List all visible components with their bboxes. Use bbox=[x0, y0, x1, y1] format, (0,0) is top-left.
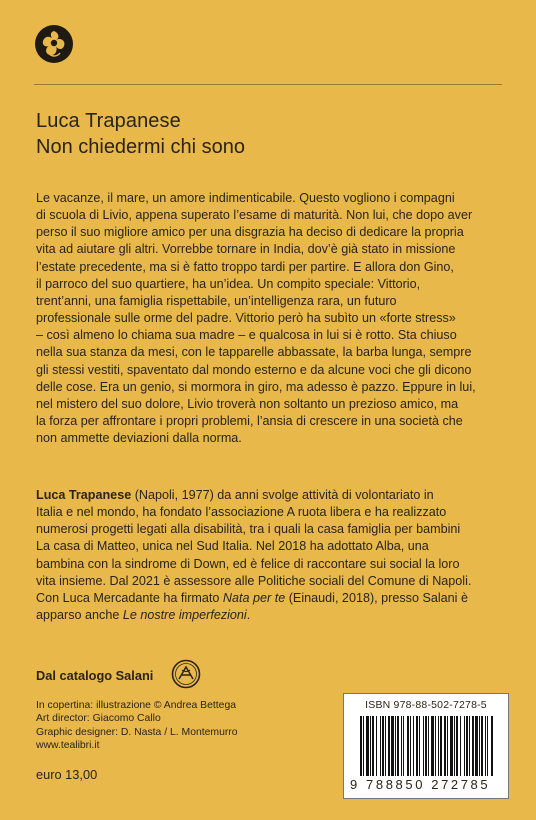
bio-line: vita insieme. Dal 2021 è assessore alle Politiche sociali del Comune di Napoli. bbox=[36, 573, 472, 588]
barcode-bar bbox=[363, 716, 364, 776]
credits bbox=[36, 699, 238, 752]
credit-line: Art director: Giacomo Callo bbox=[36, 713, 161, 725]
barcode-bar bbox=[413, 716, 414, 776]
barcode-bar bbox=[372, 716, 374, 776]
price: euro 13,00 bbox=[36, 767, 98, 782]
catalog-label: Dal catalogo Salani bbox=[36, 668, 154, 683]
barcode-bar bbox=[425, 716, 427, 776]
blurb-line: Le vacanze, il mare, un amore indimenticabile. Questo vogliono i compagni bbox=[36, 191, 455, 205]
barcode-bar bbox=[382, 716, 384, 776]
blurb-line: gli stessi vestiti, spaventato dal mondo esterno e da alcune voci che gli dicono bbox=[36, 362, 472, 377]
book-reference: Le nostre imperfezioni bbox=[122, 608, 247, 623]
blurb-line: trent’anni, una famiglia rispettabile, un’intelligenza rara, un futuro bbox=[36, 293, 397, 308]
blurb-line: la forza per affrontare i propri problemi, l’ansia di crescere in una società che bbox=[36, 414, 463, 429]
flower-logo-icon bbox=[34, 24, 74, 64]
bio-line: La casa di Matteo, unica nel Sud Italia. Nel 2018 ha adottato Alba, una bbox=[36, 539, 429, 554]
bio-text: apparso anche bbox=[36, 608, 123, 623]
barcode-bar bbox=[428, 716, 429, 776]
barcode-bar bbox=[407, 716, 409, 776]
bio-line: bambina con la sindrome di Down, ed è felice di raccontare sui social la loro bbox=[36, 556, 460, 571]
bio-text: (Napoli, 1977) da anni svolge attività di volontariato in bbox=[131, 488, 434, 502]
blurb-line: il parroco del suo quartiere, ha un’idea. Un compito speciale: Vittorio, bbox=[36, 276, 421, 291]
barcode-icon bbox=[358, 716, 494, 778]
bio-text: (Einaudi, 2018), presso Salani è bbox=[285, 590, 468, 605]
bio-text: . bbox=[246, 608, 251, 623]
barcode-bar bbox=[370, 716, 371, 776]
blurb-line: perso il suo migliore amico per una disgrazia ha deciso di dedicare la propria bbox=[36, 225, 464, 240]
blurb-line: l’estate precedente, ma si è fatto troppo tardi per partire. E allora don Gino, bbox=[36, 259, 454, 274]
barcode-bar bbox=[491, 716, 493, 776]
barcode-bar bbox=[416, 716, 418, 776]
blurb-line: nel mistero del suo dolore, Livio troverà non soltanto un prezioso amico, ma bbox=[36, 396, 459, 411]
bio-text: Con Luca Mercadante ha firmato bbox=[36, 590, 223, 605]
barcode-bar bbox=[397, 716, 399, 776]
barcode-bar bbox=[366, 716, 369, 776]
bio-line bbox=[36, 607, 506, 624]
barcode-bar bbox=[395, 716, 396, 776]
book-author: Luca Trapanese bbox=[36, 110, 181, 132]
barcode-bar bbox=[466, 716, 468, 776]
barcode-bar bbox=[481, 716, 483, 776]
bio-line: numerosi progetti legati alla disabilità, tra i quali la casa famiglia per bambini bbox=[36, 522, 461, 537]
barcode-bar bbox=[440, 716, 442, 776]
barcode-bar bbox=[472, 716, 474, 776]
isbn-label: ISBN 978-88-502-7278-5 bbox=[365, 699, 487, 711]
bio-line bbox=[36, 487, 506, 504]
bio-line bbox=[36, 590, 506, 607]
top-divider bbox=[34, 84, 502, 85]
publisher-website[interactable]: www.tealibri.it bbox=[36, 739, 100, 751]
barcode-bar bbox=[423, 716, 424, 776]
blurb-line: non ammette deviazioni dalla norma. bbox=[36, 431, 242, 446]
credit-line: Graphic designer: D. Nasta / L. Montemurro bbox=[36, 726, 238, 738]
barcode-bar bbox=[460, 716, 461, 776]
barcode-bar bbox=[385, 716, 386, 776]
book-reference: Nata per te bbox=[222, 590, 286, 605]
barcode-bar bbox=[487, 716, 488, 776]
barcode-bar bbox=[419, 716, 420, 776]
barcode-bar bbox=[360, 716, 362, 776]
barcode-bar bbox=[391, 716, 394, 776]
bio-author-name: Luca Trapanese bbox=[36, 488, 132, 502]
barcode-bar bbox=[444, 716, 446, 776]
barcode-bar bbox=[401, 716, 402, 776]
barcode-bar bbox=[435, 716, 436, 776]
barcode-bar bbox=[450, 716, 453, 776]
barcode-bar bbox=[388, 716, 390, 776]
blurb-line: vita ad aiutare gli altri. Vorrebbe tornare in India, dov’è già stato in missione bbox=[36, 242, 456, 257]
blurb-line: delle cose. Era un genio, si mormora in giro, ma adesso è pazzo. Eppure in lui, bbox=[36, 379, 476, 394]
barcode-bar bbox=[464, 716, 465, 776]
barcode-panel bbox=[343, 693, 509, 799]
blurb-line: – così almeno lo chiama sua madre – e qualcosa in lui si è rotto. Sta chiuso bbox=[36, 328, 457, 343]
barcode-bar bbox=[380, 716, 381, 776]
barcode-bar bbox=[403, 716, 404, 776]
barcode-bar bbox=[475, 716, 478, 776]
barcode-bar bbox=[479, 716, 480, 776]
blurb-line: nella sua stanza da mesi, con le tapparelle abbassate, la barba lunga, sempre bbox=[36, 345, 472, 360]
blurb-text bbox=[36, 190, 506, 447]
barcode-bar bbox=[431, 716, 434, 776]
blurb-line: professionale sulle orme del padre. Vittorio però ha subìto un «forte stress» bbox=[36, 311, 456, 326]
barcode-bar bbox=[438, 716, 439, 776]
barcode-bar bbox=[485, 716, 486, 776]
bio-line: Italia e nel mondo, ha fondato l’associazione A ruota libera e ha realizzato bbox=[36, 505, 447, 520]
blurb-line: di scuola di Livio, appena superato l’esame di maturità. Non lui, che dopo aver bbox=[36, 208, 473, 223]
author-bio bbox=[36, 487, 506, 624]
barcode-bar bbox=[469, 716, 470, 776]
barcode-bar bbox=[456, 716, 458, 776]
barcode-bar bbox=[454, 716, 455, 776]
barcode-digits: 9 788850 272785 bbox=[350, 777, 491, 792]
barcode-bar bbox=[410, 716, 411, 776]
book-title: Non chiedermi chi sono bbox=[36, 136, 245, 158]
salani-seal-icon bbox=[171, 659, 201, 689]
barcode-bar bbox=[447, 716, 448, 776]
credit-line: In copertina: illustrazione © Andrea Bettega bbox=[36, 700, 237, 711]
barcode-bar bbox=[376, 716, 377, 776]
